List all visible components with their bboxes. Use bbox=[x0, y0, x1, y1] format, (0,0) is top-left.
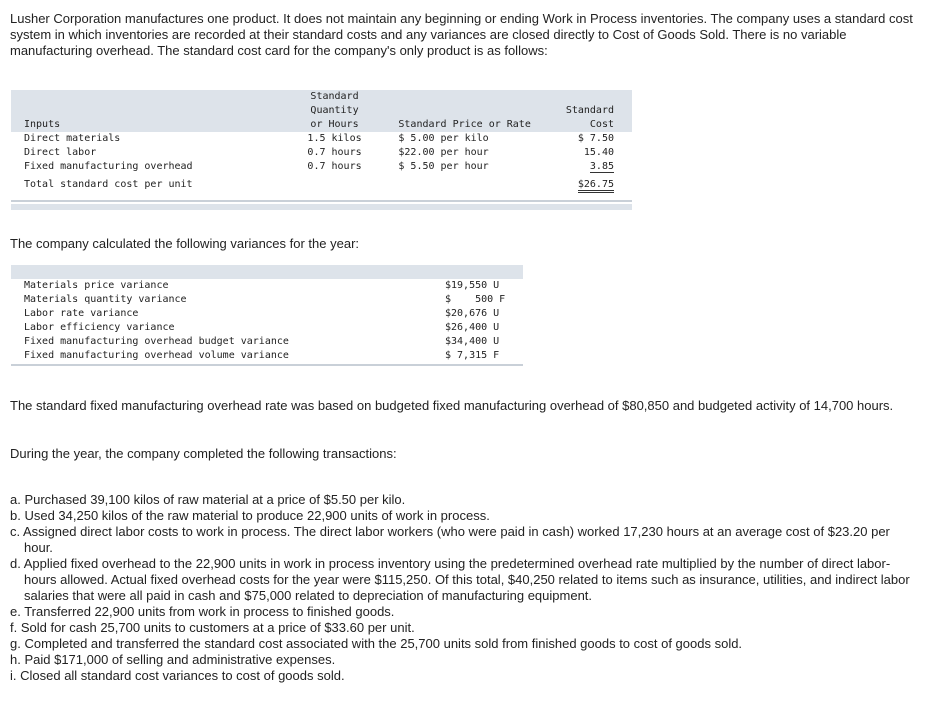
table-header-row bbox=[11, 90, 632, 104]
list-item: i. Closed all standard cost variances to cost of goods sold. bbox=[10, 668, 345, 683]
list-item: d. Applied fixed overhead to the 22,900 units in work in process inventory using the predetermined overhead rate multiplied by the number of direct labor-hours allowed. Actual fixed overhead costs for the year were $115,250. Of this total, $40,250 related to items such as insurance, utilities, and indirect labor salaries that were all paid in cash and $75,000 related to depreciation of manufacturing equipment. bbox=[10, 556, 910, 603]
list-item: a. Purchased 39,100 kilos of raw material at a price of $5.50 per kilo. bbox=[10, 492, 406, 507]
transactions-lead: During the year, the company completed the following transactions: bbox=[10, 446, 397, 461]
list-item: h. Paid $171,000 of selling and administrative expenses. bbox=[10, 652, 336, 667]
table-row: Direct materials 1.5 kilos $ 5.00 per kilo $ 7.50 bbox=[24, 133, 614, 144]
table-row: Labor rate variance $20,676 U bbox=[24, 308, 500, 319]
table-bottom-bar bbox=[11, 204, 632, 210]
variances-bottom-rule bbox=[11, 364, 523, 366]
cost-header-line2: Cost bbox=[546, 118, 632, 132]
cost-header-line1: Standard bbox=[546, 104, 632, 118]
table-row: Fixed manufacturing overhead budget variance $34,400 U bbox=[24, 336, 500, 347]
table-bottom-rule bbox=[11, 200, 632, 202]
variances-lead: The company calculated the following variances for the year: bbox=[10, 236, 360, 251]
table-row: Labor efficiency variance $26,400 U bbox=[24, 322, 500, 333]
transactions-list bbox=[10, 492, 915, 684]
overhead-paragraph: The standard fixed manufacturing overhead rate was based on budgeted fixed manufacturing overhead of $80,850 and budgeted activity of 14,700 hours. bbox=[10, 398, 894, 413]
total-label: Total standard cost per unit bbox=[24, 179, 193, 190]
list-item: e. Transferred 22,900 units from work in process to finished goods. bbox=[10, 604, 395, 619]
total-row bbox=[11, 174, 632, 192]
list-item: g. Completed and transferred the standard cost associated with the 25,700 units sold from finished goods to cost of goods sold. bbox=[10, 636, 743, 651]
list-item: b. Used 34,250 kilos of the raw material to produce 22,900 units of work in process. bbox=[10, 508, 490, 523]
list-item: f. Sold for cash 25,700 units to customers at a price of $33.60 per unit. bbox=[10, 620, 415, 635]
price-header: Standard Price or Rate bbox=[386, 118, 546, 132]
table-row: Direct labor 0.7 hours $22.00 per hour 15.40 bbox=[24, 147, 614, 158]
table-header-row bbox=[11, 104, 632, 118]
table-header-row bbox=[11, 265, 523, 279]
quantity-header-line2: Quantity bbox=[283, 104, 387, 118]
quantity-header-line1: Standard bbox=[283, 90, 387, 104]
total-value: $26.75 bbox=[578, 179, 614, 193]
quantity-header-line3: or Hours bbox=[283, 118, 387, 132]
table-row: Materials quantity variance $ 500 F bbox=[24, 294, 506, 305]
table-row: Fixed manufacturing overhead volume variance $ 7,315 F bbox=[24, 350, 500, 361]
intro-paragraph: Lusher Corporation manufactures one product. It does not maintain any beginning or ending Work in Process inventories. The company uses a standard cost system in which inventories are recorded at their standard costs and any variances are closed directly to Cost of Goods Sold. There is no variable manufacturing overhead. The standard cost card for the company's only product is as follows: bbox=[10, 11, 913, 58]
standard-cost-card-table bbox=[11, 90, 632, 192]
table-header-row bbox=[11, 118, 632, 132]
inputs-header: Inputs bbox=[11, 118, 283, 132]
table-row: Fixed manufacturing overhead 0.7 hours $ 5.50 per hour 3.85 bbox=[24, 161, 614, 172]
table-row: Materials price variance $19,550 U bbox=[24, 280, 500, 291]
list-item: c. Assigned direct labor costs to work in process. The direct labor workers (who were paid in cash) worked 17,230 hours at an average cost of $23.20 per hour. bbox=[10, 524, 890, 555]
variances-table bbox=[11, 265, 523, 363]
